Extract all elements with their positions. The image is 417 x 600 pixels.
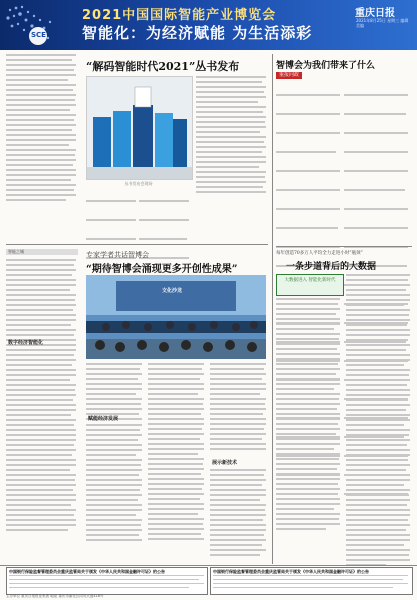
event-title: 2021中国国际智能产业博览会	[82, 8, 277, 23]
right-column	[276, 54, 412, 564]
bottom-divider	[0, 565, 417, 566]
feature-subhead-2: 赋能经济发展	[88, 416, 119, 422]
feature-col1	[6, 259, 78, 349]
right-col-text-2b	[346, 274, 412, 569]
right-subtitle: 每年创造70多万人平均全力走进小时“瓶颈”	[276, 251, 363, 256]
lead-article-col3	[196, 76, 266, 196]
lead-article-col1	[6, 54, 78, 204]
masthead: 重庆日报	[355, 8, 395, 19]
feature-col3	[148, 363, 204, 543]
salon-photo	[86, 275, 266, 359]
lead-article	[6, 54, 268, 244]
feature-col4-b	[210, 469, 266, 559]
books-image	[87, 77, 192, 179]
logo-text: SCE	[31, 31, 46, 39]
feature-col2	[86, 363, 142, 423]
right-label-box	[276, 274, 344, 296]
header-banner	[0, 0, 417, 50]
footer-text: 主办单位 重庆日报报业集团 地址 重庆市渝北区同茂大道416号	[6, 594, 104, 598]
feature-col4	[210, 363, 266, 453]
divider	[6, 244, 268, 245]
smart-expo-logo	[0, 0, 70, 50]
bottom-ad-left	[6, 567, 208, 595]
slogan: 智能化：为经济赋能 为生活添彩	[82, 24, 313, 42]
column-divider	[272, 54, 273, 564]
right-label-text: 大数据进入 智能化新时代	[284, 278, 336, 283]
right-subtitle-2: 一条步道背后的大数据	[286, 262, 377, 272]
issue-meta: 2021年8月25日 星期三 编辑 美编	[356, 18, 409, 28]
feature-article	[6, 247, 268, 565]
feature-col1-b	[6, 349, 78, 534]
feature-col2-b	[86, 424, 142, 544]
feature-title: “期待智博会涌现更多开创性成果”	[86, 264, 238, 275]
feature-subhead-3: 展示新技术	[212, 460, 238, 466]
lead-article-title: “解码智能时代2021”丛书发布	[86, 60, 240, 73]
bottom-ad-right-title: 中国银行保险监督管理委员会重庆监管局关于颁发《中华人民共和国金融许可证》的公告	[213, 569, 369, 574]
feature-kicker: 专家学者共话智博会	[86, 251, 149, 259]
right-title: 智博会为我们带来了什么	[276, 61, 376, 71]
books-caption: 丛书发布会现场	[124, 181, 153, 186]
right-divider	[276, 246, 412, 247]
feature-subhead-1: 数字经济智能化	[8, 340, 44, 346]
bottom-ad-right	[210, 567, 413, 595]
bottom-ad-left-title: 中国银行保险监督管理委员会重庆监管局关于颁发《中华人民共和国金融许可证》的公告	[9, 569, 165, 574]
books-photo	[86, 76, 193, 180]
right-tag: 重报问政	[276, 72, 302, 79]
section-label: 智能之城	[8, 249, 24, 254]
salon-sign: 文化沙龙	[162, 288, 183, 294]
right-col-text-2a	[276, 298, 342, 533]
